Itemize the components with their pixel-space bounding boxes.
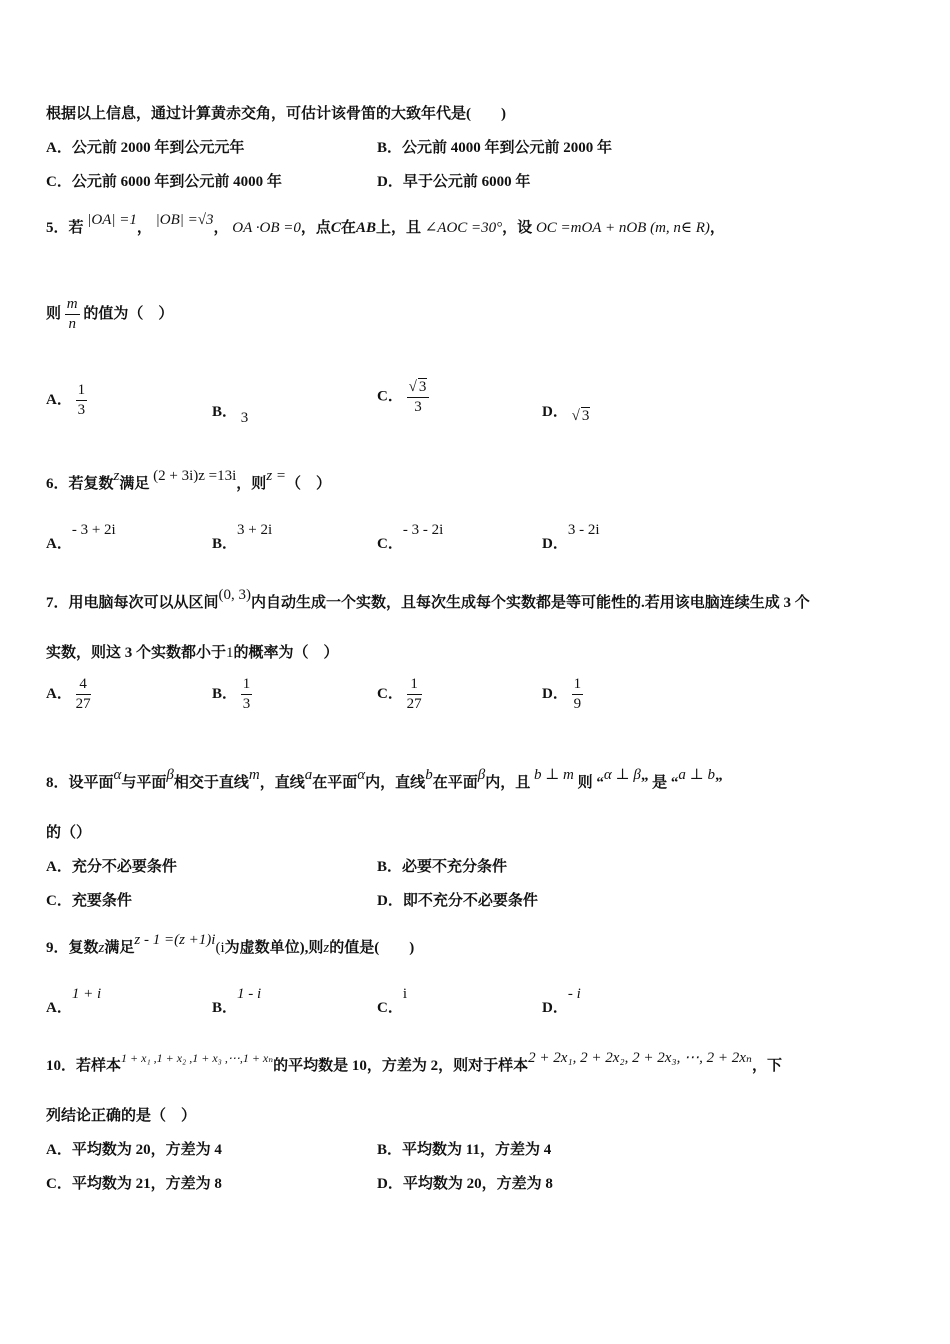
- question-5-line2: 则 $\frac{m}{n}$ 的值为（ ）: [46, 296, 174, 332]
- q5-option-b: B． 3: [212, 404, 249, 426]
- question-6: 6．若复数z满足 (2 + 3i)z =13i，则z =（ ）: [46, 468, 332, 492]
- question-10-line1: 10．若样本$^{1 + x_1 ,1 + x_2 ,1 + x_3 ,\cdots,1 + x_n}$的平均数是 10，方差为 2，则对于样本2 + 2x₁, 2 + 2x₂, 2 + 2x₃, ⋯, 2 + 2xₙ，下: [46, 1050, 782, 1074]
- q9-option-b: B．1 - i: [212, 986, 262, 1016]
- q5-option-d: D． √ 3: [542, 404, 590, 424]
- intro-option-c: C．公元前 6000 年到公元前 4000 年: [46, 174, 282, 190]
- q8-option-a: A．充分不必要条件: [46, 859, 177, 875]
- q8-option-b: B．必要不充分条件: [377, 859, 508, 875]
- q10-option-c: C．平均数为 21，方差为 8: [46, 1176, 222, 1192]
- question-9: 9．复数z满足z - 1 =(z +1)i(i为虚数单位),则z的值是( ): [46, 932, 415, 956]
- question-7-line2: 实数，则这 3 个实数都小于1的概率为（ ）: [46, 645, 339, 661]
- question-5-line1: 5．若 |OA| =1， |OB| =√3， OA ·OB =0，点C在AB上，且 ∠AOC =30°，设 OC =mOA + nOB (m, n∈ R)，: [46, 212, 725, 236]
- q10-option-a: A．平均数为 20，方差为 4: [46, 1142, 222, 1158]
- q7-option-b: B． $\frac{1}{3}$: [212, 676, 251, 712]
- q6-option-b: B．3 + 2i: [212, 522, 273, 552]
- q7-option-a: A． $\frac{4}{27}$: [46, 676, 91, 712]
- question-10-line2: 列结论正确的是（ ）: [46, 1108, 197, 1124]
- q9-option-d: D．- i: [542, 986, 581, 1016]
- q6-option-c: C．- 3 - 2i: [377, 522, 444, 552]
- q5-option-c: C． $\frac{√ 3}{3}$: [377, 378, 429, 416]
- intro-option-b: B．公元前 4000 年到公元前 2000 年: [377, 140, 613, 156]
- q7-option-d: D． $\frac{1}{9}$: [542, 676, 582, 712]
- m-over-n-fraction: $\frac{m}{n}$: [66, 296, 78, 332]
- q7-option-c: C． $\frac{1}{27}$: [377, 676, 422, 712]
- question-7-line1: 7．用电脑每次可以从区间(0, 3)内自动生成一个实数，且每次生成每个实数都是等可能性的.若用该电脑连续生成 3 个: [46, 587, 810, 611]
- q6-option-d: D．3 - 2i: [542, 522, 600, 552]
- q8-option-c: C．充要条件: [46, 893, 132, 909]
- q10-option-d: D．平均数为 20，方差为 8: [377, 1176, 553, 1192]
- question-8-line1: 8．设平面α与平面β相交于直线m，直线a在平面α内，直线b在平面β内，且 b ⊥ m 则 “α ⊥ β” 是 “a ⊥ b”: [46, 767, 723, 791]
- q6-option-a: A．- 3 + 2i: [46, 522, 116, 552]
- q9-option-c: C．i: [377, 986, 408, 1016]
- q5-option-a: A． $\frac{1}{3}$: [46, 382, 86, 418]
- intro-question: 根据以上信息，通过计算黄赤交角，可估计该骨笛的大致年代是( ): [46, 106, 506, 122]
- intro-option-d: D．早于公元前 6000 年: [377, 174, 531, 190]
- q10-option-b: B．平均数为 11，方差为 4: [377, 1142, 552, 1158]
- q9-option-a: A．1 + i: [46, 986, 102, 1016]
- q8-option-d: D．即不充分不必要条件: [377, 893, 538, 909]
- intro-option-a: A．公元前 2000 年到公元元年: [46, 140, 245, 156]
- question-8-line2: 的（）: [46, 825, 92, 841]
